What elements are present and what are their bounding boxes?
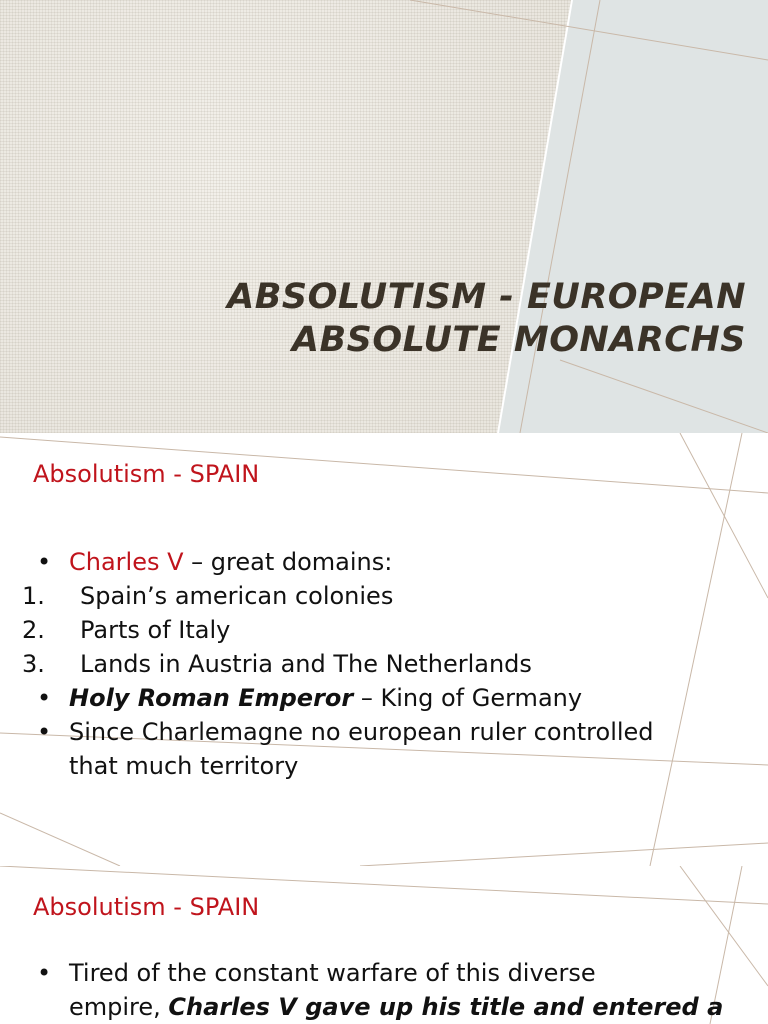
charles-v-label: Charles V (69, 548, 184, 576)
bullet-marker: • (37, 684, 52, 712)
decorative-lines (0, 0, 768, 433)
bullet-text: – King of Germany (353, 684, 583, 712)
title-line-1: ABSOLUTISM - EUROPEAN (227, 277, 746, 317)
emphasis-text: Holy Roman Emperor (69, 684, 354, 712)
presentation-title (146, 276, 746, 362)
title-slide (0, 0, 768, 433)
bullet-marker: • (37, 548, 52, 576)
numbered-item (22, 613, 762, 647)
slide-heading: Absolutism - SPAIN (33, 893, 260, 921)
bullet-item (22, 715, 762, 749)
list-number: 1. (22, 582, 45, 610)
bullet-text: empire, (69, 993, 169, 1021)
list-number: 2. (22, 616, 45, 644)
bullet-marker: • (37, 959, 52, 987)
list-number: 3. (22, 650, 45, 678)
slide-heading: Absolutism - SPAIN (33, 460, 260, 488)
bullet-continuation (22, 990, 762, 1024)
bullet-item (22, 545, 762, 579)
bullet-item (22, 681, 762, 715)
content-slide-1 (0, 433, 768, 866)
emphasis-text: Charles V gave up his title and entered a (168, 993, 724, 1021)
bullet-text: – great domains: (183, 548, 393, 576)
bullet-marker: • (37, 718, 52, 746)
bullet-text-line-1: Tired of the constant warfare of this diverse (69, 959, 596, 987)
list-text: Spain’s american colonies (80, 582, 394, 610)
content-slide-2 (0, 866, 768, 1024)
slide-body (22, 956, 762, 1024)
numbered-item (22, 647, 762, 681)
title-line-2: ABSOLUTE MONARCHS (291, 320, 746, 360)
list-text: Lands in Austria and The Netherlands (80, 650, 532, 678)
bullet-text-line-1: Since Charlemagne no european ruler controlled (69, 718, 654, 746)
bullet-continuation (22, 749, 762, 783)
numbered-item (22, 579, 762, 613)
bullet-item (22, 956, 762, 990)
bullet-text-line-2: that much territory (69, 752, 299, 780)
list-text: Parts of Italy (80, 616, 231, 644)
slide-body (22, 545, 762, 783)
